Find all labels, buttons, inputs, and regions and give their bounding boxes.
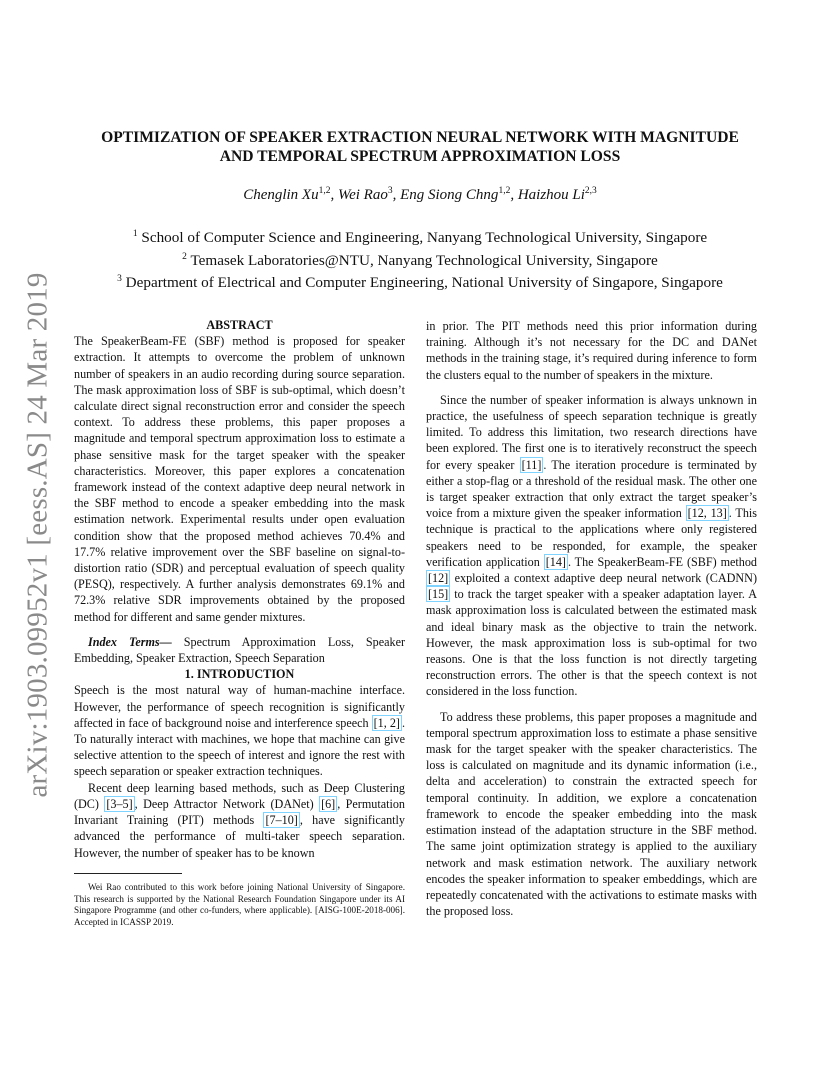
citation-link[interactable]: [7–10]	[265, 813, 298, 828]
author-separator: ,	[392, 187, 401, 203]
text-run: Since the number of speaker information is always unknown in practice, the usefulness of speech separation technique is greatly limited. To address this limitation, two research directions have been explored. The first one is to iteratively reconstruct the speech for every speaker	[426, 392, 757, 472]
title-line-2: AND TEMPORAL SPECTRUM APPROXIMATION LOSS	[219, 148, 621, 165]
text-run: . To naturally interact with machines, we hope that machine can give selective attention to the speech of interest and ignore the rest with speech separation or speaker extraction techniques.	[74, 715, 406, 779]
title-line-1: OPTIMIZATION OF SPEAKER EXTRACTION NEURAL NETWORK WITH MAGNITUDE	[101, 129, 739, 146]
author-affiliation-sup: 1,2	[498, 186, 511, 196]
right-paragraph-3: To address these problems, this paper proposes a magnitude and temporal spectrum approximation loss to estimate a phase sensitive mask for the target speaker with the speaker characteristics. The loss is calculated on magnitude and its dynamic information (i.e., delta and acceleration) to constrain the extracted speech for temporal continuity. In addition, we explore a concatenation framework to encode the speaker embedding into the mask estimation instead of the adaptation structure in the SBF method. The same joint optimization strategy is applied to the auxiliary network and mask estimation network. The auxiliary network encodes the speaker information to speaker embeddings, which are repeatedly concatenated with the activations to estimate masks with the proposed loss.	[426, 709, 757, 919]
author-affiliation-sup: 2,3	[584, 186, 597, 196]
author-name: Wei Rao	[337, 187, 388, 203]
right-column	[426, 318, 757, 919]
affiliation-text: Department of Electrical and Computer Engineering, National University of Singapore, Singapore	[125, 274, 723, 292]
affiliation-text: Temasek Laboratories@NTU, Nanyang Technological University, Singapore	[190, 251, 658, 269]
author-name: Eng Siong Chng	[400, 187, 499, 203]
arxiv-sidebar-stamp	[16, 265, 60, 805]
index-terms-label: Index Terms—	[88, 634, 172, 649]
affiliation-3	[80, 270, 760, 293]
citation-link[interactable]: [3–5]	[106, 796, 133, 811]
citation-link[interactable]: [15]	[428, 587, 449, 602]
footnote: Wei Rao contributed to this work before joining National University of Singapore. This research is supported by the National Research Foundation Singapore under its AI Singapore Programme (and other co-funders, where applicable). [AISG-100E-2018-006]. Accepted in ICASSP 2019.	[74, 881, 405, 928]
author-list	[80, 186, 760, 204]
affiliation-number: 1	[132, 229, 138, 239]
text-run: , Permutation Invariant Training (PIT) methods	[74, 796, 405, 828]
text-run: . The SpeakerBeam-FE (SBF) method	[567, 554, 757, 569]
text-run: exploited a context adaptive deep neural network (CADNN)	[450, 571, 757, 586]
abstract-heading: ABSTRACT	[206, 318, 273, 332]
footnote-divider	[74, 873, 182, 874]
affiliation-number: 3	[117, 274, 122, 285]
text-run: , have significantly advanced the performance of multi-taker speech separation. However, the number of speaker has to be known	[74, 813, 405, 860]
text-run: Speech is the most natural way of human-machine interface. However, the performance of speech recognition is significantly affected in face of background noise and interference speech	[74, 683, 405, 730]
affiliations	[80, 225, 760, 293]
affiliation-1	[80, 225, 760, 248]
introduction-heading: 1. INTRODUCTION	[184, 667, 295, 682]
text-run: , Deep Attractor Network (DANet)	[134, 796, 320, 811]
text-run: . The iteration procedure is terminated by either a stop-flag or a threshold of the residual mask. The other one is target speaker extraction that only extract the target speaker’s voice from a mixture given the speaker information	[426, 457, 757, 521]
paper-title	[80, 128, 760, 166]
affiliation-text: School of Computer Science and Engineering, Nanyang Technological University, Singapore	[141, 229, 708, 247]
citation-link[interactable]: [6]	[321, 796, 336, 811]
right-paragraph-2	[426, 392, 757, 700]
citation-link[interactable]: [11]	[521, 457, 542, 472]
text-run: Recent deep learning based methods, such as Deep Clustering (DC)	[74, 780, 405, 811]
author-affiliation-sup: 3	[387, 186, 393, 196]
index-terms-text: Spectrum Approximation Loss, Speaker Embedding, Speaker Extraction, Speech Separation	[74, 634, 405, 666]
index-terms	[74, 634, 405, 666]
author-separator: ,	[330, 187, 338, 203]
author-name: Haizhou Li	[517, 187, 585, 203]
intro-paragraph-2	[74, 780, 405, 861]
author-affiliation-sup: 1,2	[318, 186, 331, 196]
right-paragraph-1: in prior. The PIT methods need this prior information during training. Although it’s not necessary for the DC and DANet methods in the training stage, it’s required during inference to form the clusters equal to the number of speakers in the mixture.	[426, 319, 757, 382]
citation-link[interactable]: [14]	[545, 554, 566, 569]
affiliation-number: 2	[182, 251, 187, 262]
affiliation-2	[80, 248, 760, 271]
left-column	[74, 317, 405, 929]
citation-link[interactable]: [12, 13]	[687, 506, 727, 521]
text-run: to track the target speaker with a speaker adaptation layer. A mask approximation loss is calculated between the estimated mask and ideal binary mask as the objective to train the network. However, the mask approximation loss is sub-optimal for two reasons. One is that the loss function is not directly targeting reconstruction errors. The other is that the speech context is not considered in the loss function.	[426, 587, 757, 699]
author-separator: ,	[510, 187, 518, 203]
author-name: Chenglin Xu	[243, 187, 319, 203]
abstract-text: The SpeakerBeam-FE (SBF) method is proposed for speaker extraction. It attempts to overcome the problem of unknown number of speakers in an audio recording during source separation. The mask approximation loss of SBF is sub-optimal, which doesn’t calculate direct signal reconstruction error and consider the speech context. To address these problems, this paper proposes a magnitude and temporal spectrum approximation loss to estimate a phase sensitive mask for the target speaker with the speaker characteristics. Moreover, this paper explores a concatenation framework instead of the context adaptive deep neural network in the SBF method to encode a speaker embedding into the mask estimation network. Experimental results under open evaluation condition show that the proposed method achieves 70.4% and 17.7% relative improvement over the SBF baseline on signal-to-distortion ratio (SDR) and perceptual evaluation of speech quality (PESQ), respectively. A further analysis demonstrates 69.1% and 72.3% relative SDR improvements obtained by the proposed method for different and same gender mixtures.	[74, 334, 405, 624]
intro-paragraph-1	[74, 682, 405, 779]
arxiv-id-label: arXiv:1903.09952v1 [eess.AS] 24 Mar 2019	[21, 272, 54, 798]
citation-link[interactable]: [12]	[428, 571, 449, 586]
text-run: . This technique is practical to the applications where only registered speakers need to be responded, for example, the speaker verification application	[426, 506, 757, 569]
citation-link[interactable]: [1, 2]	[373, 715, 400, 730]
